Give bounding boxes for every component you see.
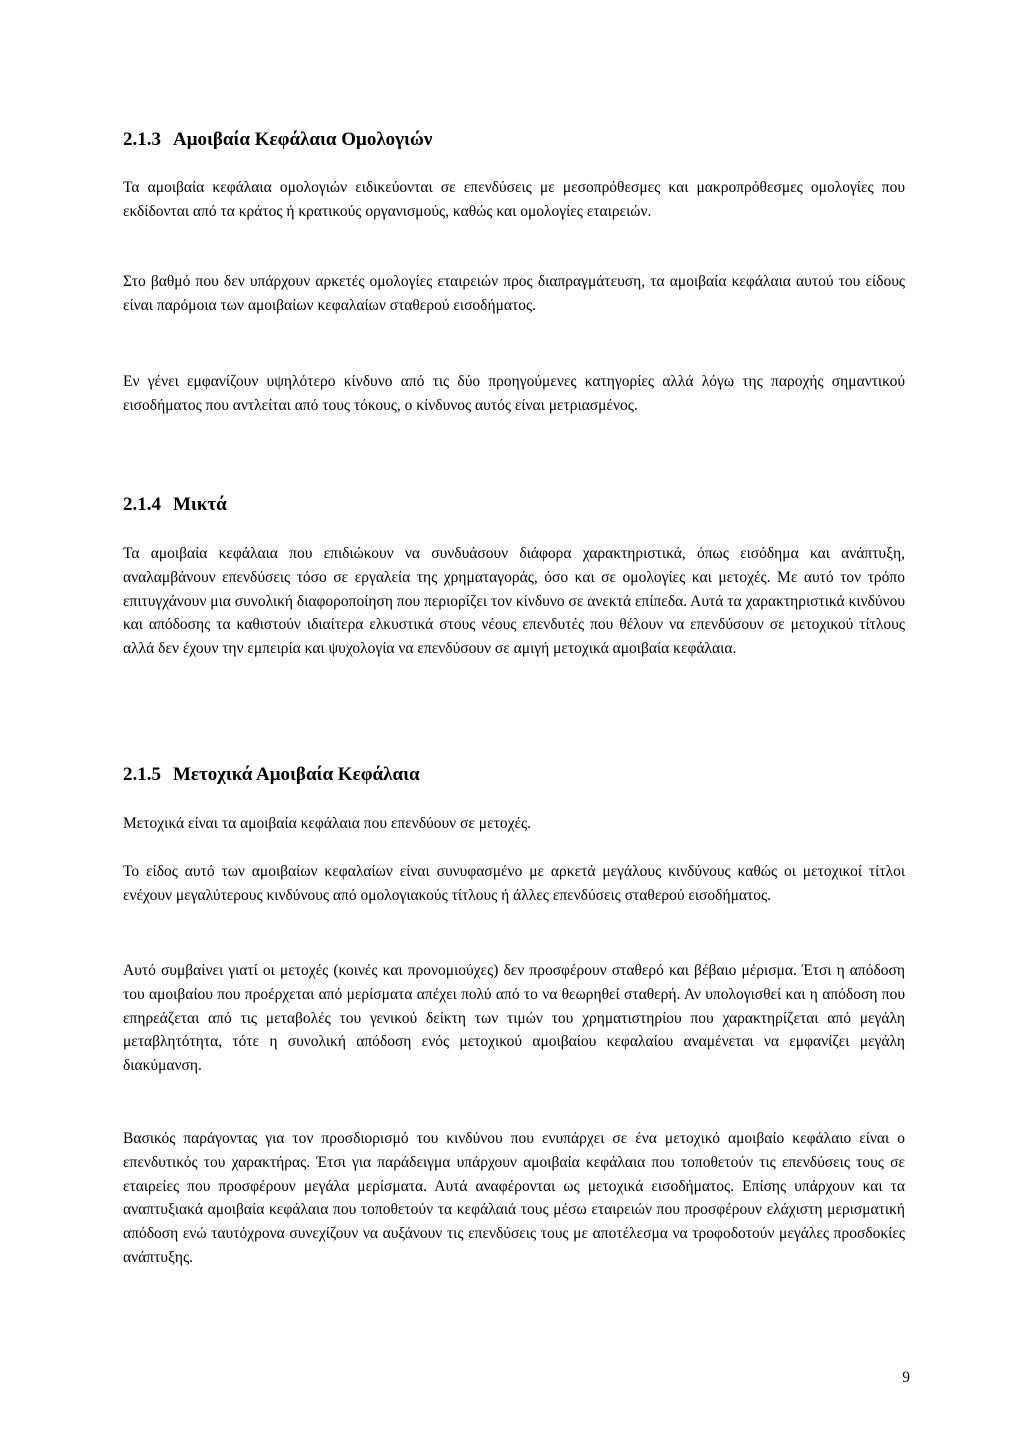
section-title: Αμοιβαία Κεφάλαια Ομολογιών	[173, 129, 433, 150]
page-number: 9	[902, 1369, 910, 1386]
section-number: 2.1.3	[123, 129, 161, 150]
section-number: 2.1.4	[123, 494, 161, 515]
section-title: Μετοχικά Αμοιβαία Κεφάλαια	[173, 764, 420, 785]
section-title: Μικτά	[173, 494, 227, 515]
paragraph: Βασικός παράγοντας για τον προσδιορισμό του κινδύνου που ενυπάρχει σε ένα μετοχικό αμοιβαίο κεφάλαιο είναι ο επενδυτικός του χαρακτήρας. Έτσι για παράδειγμα υπάρχουν αμοιβαία κεφάλαια που τοποθετούν τις επενδύσεις τους σε εταιρείες που προσφέρουν μεγάλα μερίσματα. Αυτά αναφέρονται ως μετοχικά εισοδήματος. Επίσης υπάρχουν και τα αναπτυξιακά αμοιβαία κεφάλαια που τοποθετούν τα κεφάλαιά τους μέσω εταιρειών που προσφέρουν ελάχιστη μερισματική απόδοση ενώ ταυτόχρονα συνεχίζουν να αυξάνουν τις επενδύσεις τους με αποτέλεσμα να τροφοδοτούν μεγάλες προσδοκίες ανάπτυξης.	[123, 1130, 905, 1266]
paragraph: Εν γένει εμφανίζουν υψηλότερο κίνδυνο από τις δύο προηγούμενες κατηγορίες αλλά λόγω της παροχής σημαντικού εισοδήματος που αντλείται από τους τόκους, ο κίνδυνος αυτός είναι μετριασμένος.	[123, 373, 905, 414]
section-heading-2-1-4	[123, 493, 227, 517]
paragraph: Τα αμοιβαία κεφάλαια που επιδιώκουν να συνδυάσουν διάφορα χαρακτηριστικά, όπως εισόδημα και ανάπτυξη, αναλαμβάνουν επενδύσεις τόσο σε εργαλεία της χρηματαγοράς, όσο και σε ομολογίες και μετοχές. Με αυτό τον τρόπο επιτυγχάνουν μια συνολική διαφοροποίηση που περιορίζει τον κίνδυνο σε ανεκτά επίπεδα. Αυτά τα χαρακτηριστικά κινδύνου και απόδοσης τα καθιστούν ιδιαίτερα ελκυστικά στους νέους επενδυτές που θέλουν να επενδύσουν σε μετοχικού τίτλους αλλά δεν έχουν την εμπειρία και ψυχολογία να επενδύσουν σε αμιγή μετοχικά αμοιβαία κεφάλαια.	[123, 545, 905, 658]
paragraph: Τα αμοιβαία κεφάλαια ομολογιών ειδικεύονται σε επενδύσεις με μεσοπρόθεσμες και μακροπρόθεσμες ομολογίες που εκδίδονται από τα κράτος ή κρατικούς οργανισμούς, καθώς και ομολογίες εταιρειών.	[123, 179, 905, 220]
section-heading-2-1-3	[123, 128, 432, 152]
paragraph: Στο βαθμό που δεν υπάρχουν αρκετές ομολογίες εταιρειών προς διαπραγμάτευση, τα αμοιβαία κεφάλαια αυτού του είδους είναι παρόμοια των αμοιβαίων κεφαλαίων σταθερού εισοδήματος.	[123, 273, 905, 314]
paragraph: Το είδος αυτό των αμοιβαίων κεφαλαίων είναι συνυφασμένο με αρκετά μεγάλους κινδύνους καθώς οι μετοχικοί τίτλοι ενέχουν μεγαλύτερους κινδύνους από ομολογιακούς τίτλους ή άλλες επενδύσεις σταθερού εισοδήματος.	[123, 863, 905, 904]
paragraph: Αυτό συμβαίνει γιατί οι μετοχές (κοινές και προνομιούχες) δεν προσφέρουν σταθερό και βέβαιο μέρισμα. Έτσι η απόδοση του αμοιβαίου που προέρχεται από μερίσματα απέχει πολύ από το να θεωρηθεί σταθερή. Αν υπολογισθεί και η απόδοση που επηρεάζεται από τις μεταβολές του γενικού δείκτη των τιμών του χρηματιστηρίου που χαρακτηρίζεται από μεγάλη μεταβλητότητα, τότε η συνολική απόδοση ενός μετοχικού αμοιβαίου κεφαλαίου αναμένεται να εμφανίζει μεγάλη διακύμανση.	[123, 962, 905, 1075]
section-number: 2.1.5	[123, 764, 161, 785]
section-heading-2-1-5	[123, 763, 420, 787]
paragraph: Μετοχικά είναι τα αμοιβαία κεφάλαια που επενδύουν σε μετοχές.	[123, 815, 531, 832]
